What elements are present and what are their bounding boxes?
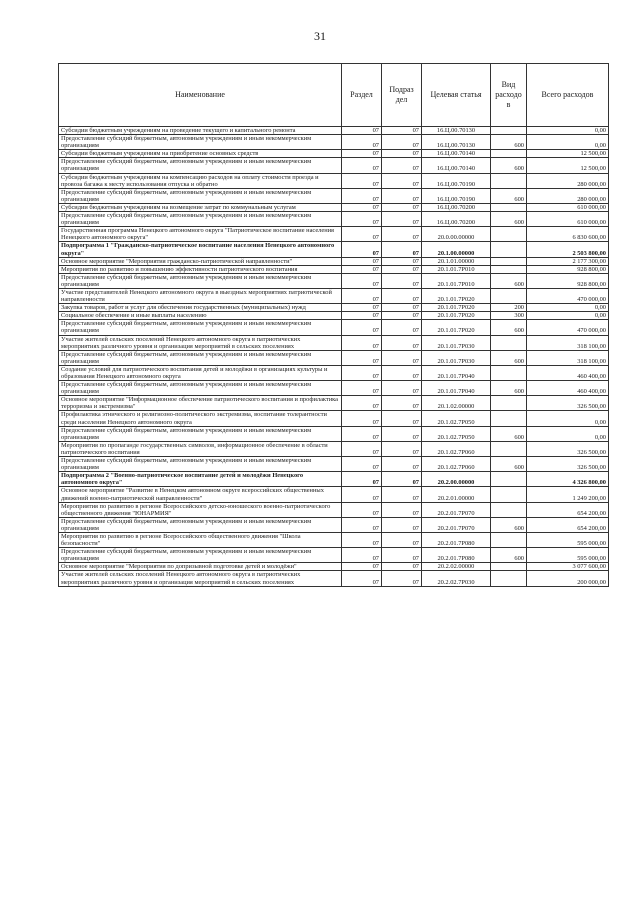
cell-podrazdel: 07 (382, 288, 422, 303)
cell-vid: 600 (491, 350, 527, 365)
cell-code: 16.Ц.00.70140 (422, 150, 491, 158)
cell-sum: 610 000,00 (527, 212, 609, 227)
table-row (59, 312, 609, 320)
cell-code: 20.0.00.00000 (422, 227, 491, 242)
cell-code: 20.1.01.7Р010 (422, 273, 491, 288)
cell-sum: 280 000,00 (527, 188, 609, 203)
cell-sum: 928 800,00 (527, 265, 609, 273)
table-row (59, 158, 609, 173)
cell-code: 16.Ц.00.70200 (422, 212, 491, 227)
cell-razdel: 07 (342, 487, 382, 502)
cell-code: 20.1.01.7Р010 (422, 265, 491, 273)
cell-sum: 654 200,00 (527, 517, 609, 532)
cell-name: Участие жителей сельских поселений Ненецкого автономного округа в патриотических мероприятиях различного уровня и организация мероприятий в сельских поселениях (59, 571, 342, 586)
table-row (59, 188, 609, 203)
table-row (59, 265, 609, 273)
cell-sum: 470 000,00 (527, 320, 609, 335)
cell-code: 20.2.02.7Р030 (422, 571, 491, 586)
cell-vid (491, 441, 527, 456)
cell-podrazdel: 07 (382, 457, 422, 472)
cell-name: Предоставление субсидий бюджетным, автономным учреждениям и иным некоммерческим организациям (59, 457, 342, 472)
cell-vid (491, 365, 527, 380)
cell-name: Предоставление субсидий бюджетным, автономным учреждениям и иным некоммерческим организациям (59, 320, 342, 335)
table-row (59, 487, 609, 502)
cell-name: Субсидии бюджетным учреждениям на проведение текущего и капитального ремонта (59, 127, 342, 135)
cell-code: 20.2.01.7Р080 (422, 532, 491, 547)
cell-name: Мероприятия по пропаганде государственных символов, информационное обеспечение в области патриотического воспитания (59, 441, 342, 456)
cell-name: Предоставление субсидий бюджетным, автономным учреждениям и иным некоммерческим организациям (59, 381, 342, 396)
table-row (59, 571, 609, 586)
cell-podrazdel: 07 (382, 227, 422, 242)
cell-name: Предоставление субсидий бюджетным, автономным учреждениям и иным некоммерческим организациям (59, 517, 342, 532)
cell-vid: 600 (491, 188, 527, 203)
cell-name: Основное мероприятие "Развитие в Ненецком автономном округе всероссийских общественных движений военно-патриотической направленности" (59, 487, 342, 502)
table-row (59, 288, 609, 303)
cell-razdel: 07 (342, 532, 382, 547)
cell-razdel: 07 (342, 212, 382, 227)
cell-vid (491, 396, 527, 411)
cell-podrazdel: 07 (382, 426, 422, 441)
table-row (59, 150, 609, 158)
table-row (59, 502, 609, 517)
cell-podrazdel: 07 (382, 350, 422, 365)
cell-razdel: 07 (342, 548, 382, 563)
cell-razdel: 07 (342, 517, 382, 532)
cell-razdel: 07 (342, 502, 382, 517)
cell-sum: 595 000,00 (527, 548, 609, 563)
cell-podrazdel: 07 (382, 150, 422, 158)
cell-podrazdel: 07 (382, 563, 422, 571)
cell-sum: 470 000,00 (527, 288, 609, 303)
cell-razdel: 07 (342, 135, 382, 150)
cell-razdel: 07 (342, 150, 382, 158)
cell-razdel: 07 (342, 265, 382, 273)
cell-razdel: 07 (342, 441, 382, 456)
cell-podrazdel: 07 (382, 173, 422, 188)
cell-code: 16.Ц.00.70130 (422, 135, 491, 150)
cell-vid (491, 173, 527, 188)
table-row (59, 273, 609, 288)
cell-code: 20.2.01.00000 (422, 487, 491, 502)
cell-podrazdel: 07 (382, 517, 422, 532)
cell-razdel: 07 (342, 411, 382, 426)
cell-vid (491, 150, 527, 158)
cell-name: Мероприятия по развитию в регионе Всероссийского общественного движения "Школа безопасности" (59, 532, 342, 547)
cell-podrazdel: 07 (382, 532, 422, 547)
cell-vid: 600 (491, 273, 527, 288)
cell-name: Мероприятия по развитию и повышению эффективности патриотического воспитания (59, 265, 342, 273)
cell-name: Основное мероприятие "Мероприятия по допризывной подготовке детей и молодёжи" (59, 563, 342, 571)
cell-sum: 928 800,00 (527, 273, 609, 288)
cell-sum: 318 100,00 (527, 335, 609, 350)
cell-name: Подпрограмма 1 "Гражданско-патриотическое воспитание населения Ненецкого автономного округа" (59, 242, 342, 257)
table-row (59, 335, 609, 350)
table-row (59, 257, 609, 265)
cell-code: 16.Ц.00.70140 (422, 158, 491, 173)
cell-sum: 4 326 800,00 (527, 472, 609, 487)
cell-code: 20.1.02.7Р050 (422, 411, 491, 426)
header-podrazdel: Подраз дел (382, 64, 422, 127)
cell-sum: 12 500,00 (527, 150, 609, 158)
cell-sum: 0,00 (527, 127, 609, 135)
cell-vid: 600 (491, 135, 527, 150)
cell-code: 20.1.01.00000 (422, 257, 491, 265)
cell-podrazdel: 07 (382, 548, 422, 563)
cell-razdel: 07 (342, 396, 382, 411)
cell-razdel: 07 (342, 158, 382, 173)
cell-podrazdel: 07 (382, 365, 422, 380)
cell-name: Основное мероприятие "Информационное обеспечение патриотического воспитания и профилактика терроризма и экстремизма" (59, 396, 342, 411)
cell-sum: 610 000,00 (527, 203, 609, 211)
table-row (59, 457, 609, 472)
cell-razdel: 07 (342, 257, 382, 265)
table-row (59, 242, 609, 257)
cell-code: 20.1.02.7Р050 (422, 426, 491, 441)
cell-razdel: 07 (342, 288, 382, 303)
cell-code: 20.1.02.7Р060 (422, 441, 491, 456)
table-row (59, 135, 609, 150)
cell-sum: 1 249 200,00 (527, 487, 609, 502)
cell-vid: 600 (491, 320, 527, 335)
cell-sum: 12 500,00 (527, 158, 609, 173)
cell-podrazdel: 07 (382, 242, 422, 257)
table-row (59, 517, 609, 532)
cell-razdel: 07 (342, 312, 382, 320)
cell-name: Основное мероприятие "Мероприятия гражданско-патриотической направленности" (59, 257, 342, 265)
header-vid: Вид расходо в (491, 64, 527, 127)
cell-vid (491, 472, 527, 487)
cell-podrazdel: 07 (382, 441, 422, 456)
table-row (59, 411, 609, 426)
cell-razdel: 07 (342, 203, 382, 211)
cell-code: 20.1.01.7Р030 (422, 335, 491, 350)
cell-podrazdel: 07 (382, 411, 422, 426)
cell-code: 16.Ц.00.70200 (422, 203, 491, 211)
cell-razdel: 07 (342, 320, 382, 335)
header-code: Целевая статья (422, 64, 491, 127)
cell-vid (491, 227, 527, 242)
cell-vid: 200 (491, 304, 527, 312)
cell-code: 20.1.01.7Р020 (422, 320, 491, 335)
cell-vid (491, 288, 527, 303)
cell-podrazdel: 07 (382, 127, 422, 135)
table-row (59, 227, 609, 242)
table-row (59, 304, 609, 312)
cell-sum: 326 500,00 (527, 396, 609, 411)
cell-sum: 326 500,00 (527, 457, 609, 472)
cell-sum: 318 100,00 (527, 350, 609, 365)
cell-code: 20.1.01.7Р020 (422, 312, 491, 320)
cell-razdel: 07 (342, 365, 382, 380)
cell-name: Предоставление субсидий бюджетным, автономным учреждениям и иным некоммерческим организациям (59, 273, 342, 288)
cell-sum: 595 000,00 (527, 532, 609, 547)
cell-razdel: 07 (342, 188, 382, 203)
cell-sum: 326 500,00 (527, 441, 609, 456)
cell-podrazdel: 07 (382, 312, 422, 320)
cell-vid (491, 411, 527, 426)
cell-razdel: 07 (342, 127, 382, 135)
table-row (59, 396, 609, 411)
cell-vid: 600 (491, 381, 527, 396)
table-row (59, 548, 609, 563)
table-row (59, 532, 609, 547)
cell-sum: 460 400,00 (527, 381, 609, 396)
cell-name: Закупка товаров, работ и услуг для обеспечения государственных (муниципальных) нужд (59, 304, 342, 312)
cell-podrazdel: 07 (382, 335, 422, 350)
cell-razdel: 07 (342, 242, 382, 257)
cell-razdel: 07 (342, 350, 382, 365)
cell-sum: 0,00 (527, 135, 609, 150)
cell-razdel: 07 (342, 227, 382, 242)
cell-podrazdel: 07 (382, 203, 422, 211)
cell-podrazdel: 07 (382, 502, 422, 517)
cell-podrazdel: 07 (382, 273, 422, 288)
cell-vid (491, 242, 527, 257)
table-row (59, 426, 609, 441)
cell-code: 20.1.01.7Р040 (422, 365, 491, 380)
cell-razdel: 07 (342, 571, 382, 586)
cell-sum: 0,00 (527, 426, 609, 441)
cell-name: Государственная программа Ненецкого автономного округа "Патриотическое воспитание населения Ненецкого автономного округа" (59, 227, 342, 242)
cell-vid (491, 257, 527, 265)
cell-podrazdel: 07 (382, 212, 422, 227)
cell-razdel: 07 (342, 457, 382, 472)
cell-sum: 0,00 (527, 304, 609, 312)
cell-podrazdel: 07 (382, 158, 422, 173)
cell-podrazdel: 07 (382, 135, 422, 150)
cell-vid (491, 127, 527, 135)
cell-vid: 600 (491, 457, 527, 472)
cell-name: Предоставление субсидий бюджетным, автономным учреждениям и иным некоммерческим организациям (59, 158, 342, 173)
cell-code: 16.Ц.00.70190 (422, 188, 491, 203)
cell-razdel: 07 (342, 472, 382, 487)
cell-code: 20.1.01.7Р020 (422, 288, 491, 303)
cell-sum: 280 000,00 (527, 173, 609, 188)
cell-sum: 2 503 800,00 (527, 242, 609, 257)
header-razdel: Раздел (342, 64, 382, 127)
cell-vid: 600 (491, 548, 527, 563)
cell-name: Предоставление субсидий бюджетным, автономным учреждениям и иным некоммерческим организациям (59, 426, 342, 441)
cell-vid (491, 203, 527, 211)
table-row (59, 350, 609, 365)
table-row (59, 203, 609, 211)
cell-razdel: 07 (342, 381, 382, 396)
cell-razdel: 07 (342, 173, 382, 188)
cell-sum: 0,00 (527, 312, 609, 320)
cell-vid: 600 (491, 517, 527, 532)
cell-razdel: 07 (342, 304, 382, 312)
cell-code: 20.2.01.7Р070 (422, 502, 491, 517)
cell-code: 20.1.01.7Р040 (422, 381, 491, 396)
cell-name: Участие жителей сельских поселений Ненецкого автономного округа в патриотических мероприятиях различного уровня и организация мероприятий в сельских поселениях (59, 335, 342, 350)
cell-vid: 300 (491, 312, 527, 320)
cell-podrazdel: 07 (382, 487, 422, 502)
cell-razdel: 07 (342, 563, 382, 571)
cell-sum: 6 830 600,00 (527, 227, 609, 242)
cell-name: Участие представителей Ненецкого автономного округа в выездных мероприятиях патриотической направленности (59, 288, 342, 303)
cell-code: 20.1.02.7Р060 (422, 457, 491, 472)
cell-name: Предоставление субсидий бюджетным, автономным учреждениям и иным некоммерческим организациям (59, 548, 342, 563)
cell-name: Создание условий для патриотического воспитания детей и молодёжи в организациях культуры и образования Ненецкого автономного округа (59, 365, 342, 380)
cell-name: Мероприятия по развитию в регионе Всероссийского детско-юношеского военно-патриотического общественного движения "ЮНАРМИЯ" (59, 502, 342, 517)
cell-name: Подпрограмма 2 "Военно-патриотическое воспитание детей и молодёжи Ненецкого автономного округа" (59, 472, 342, 487)
cell-podrazdel: 07 (382, 381, 422, 396)
cell-name: Социальное обеспечение и иные выплаты населению (59, 312, 342, 320)
cell-code: 20.1.02.00000 (422, 396, 491, 411)
budget-table (58, 63, 609, 587)
cell-sum: 460 400,00 (527, 365, 609, 380)
cell-code: 20.2.00.00000 (422, 472, 491, 487)
cell-podrazdel: 07 (382, 396, 422, 411)
cell-name: Предоставление субсидий бюджетным, автономным учреждениям и иным некоммерческим организациям (59, 188, 342, 203)
cell-sum: 654 200,00 (527, 502, 609, 517)
table-row (59, 441, 609, 456)
cell-name: Субсидии бюджетным учреждениям на компенсацию расходов на оплату стоимости проезда и провоза багажа к месту использования отпуска и обратно (59, 173, 342, 188)
cell-name: Предоставление субсидий бюджетным, автономным учреждениям и иным некоммерческим организациям (59, 212, 342, 227)
table-header-row (59, 64, 609, 127)
cell-podrazdel: 07 (382, 257, 422, 265)
cell-vid: 600 (491, 212, 527, 227)
cell-podrazdel: 07 (382, 320, 422, 335)
header-name: Наименование (59, 64, 342, 127)
cell-podrazdel: 07 (382, 265, 422, 273)
cell-name: Профилактика этнического и религиозно-политического экстремизма, воспитание толерантности среди населения Ненецкого автономного округа (59, 411, 342, 426)
table-row (59, 320, 609, 335)
cell-vid (491, 571, 527, 586)
cell-sum: 200 000,00 (527, 571, 609, 586)
table-row (59, 381, 609, 396)
table-row (59, 173, 609, 188)
cell-code: 20.2.01.7Р070 (422, 517, 491, 532)
cell-code: 16.Ц.00.70130 (422, 127, 491, 135)
cell-name: Предоставление субсидий бюджетным, автономным учреждениям и иным некоммерческим организациям (59, 350, 342, 365)
cell-podrazdel: 07 (382, 188, 422, 203)
cell-sum: 3 077 600,00 (527, 563, 609, 571)
cell-code: 20.2.01.7Р080 (422, 548, 491, 563)
cell-razdel: 07 (342, 335, 382, 350)
cell-vid: 600 (491, 158, 527, 173)
cell-code: 16.Ц.00.70190 (422, 173, 491, 188)
cell-code: 20.1.00.00000 (422, 242, 491, 257)
cell-vid (491, 532, 527, 547)
cell-podrazdel: 07 (382, 304, 422, 312)
table-row (59, 472, 609, 487)
cell-vid (491, 487, 527, 502)
header-sum: Всего расходов (527, 64, 609, 127)
table-row (59, 127, 609, 135)
cell-sum: 2 177 300,00 (527, 257, 609, 265)
cell-code: 20.1.01.7Р020 (422, 304, 491, 312)
cell-podrazdel: 07 (382, 472, 422, 487)
cell-razdel: 07 (342, 273, 382, 288)
table-row (59, 365, 609, 380)
cell-razdel: 07 (342, 426, 382, 441)
table-row (59, 212, 609, 227)
cell-name: Субсидии бюджетным учреждениям на возмещение затрат по коммунальным услугам (59, 203, 342, 211)
cell-vid (491, 563, 527, 571)
page-number: 31 (314, 29, 326, 43)
table-body (59, 127, 609, 587)
cell-vid: 600 (491, 426, 527, 441)
cell-code: 20.2.02.00000 (422, 563, 491, 571)
cell-name: Предоставление субсидий бюджетным, автономным учреждениям и иным некоммерческим организациям (59, 135, 342, 150)
cell-name: Субсидии бюджетным учреждениям на приобретение основных средств (59, 150, 342, 158)
cell-code: 20.1.01.7Р030 (422, 350, 491, 365)
cell-vid (491, 265, 527, 273)
table-row (59, 563, 609, 571)
cell-vid (491, 502, 527, 517)
cell-sum: 0,00 (527, 411, 609, 426)
cell-vid (491, 335, 527, 350)
cell-podrazdel: 07 (382, 571, 422, 586)
